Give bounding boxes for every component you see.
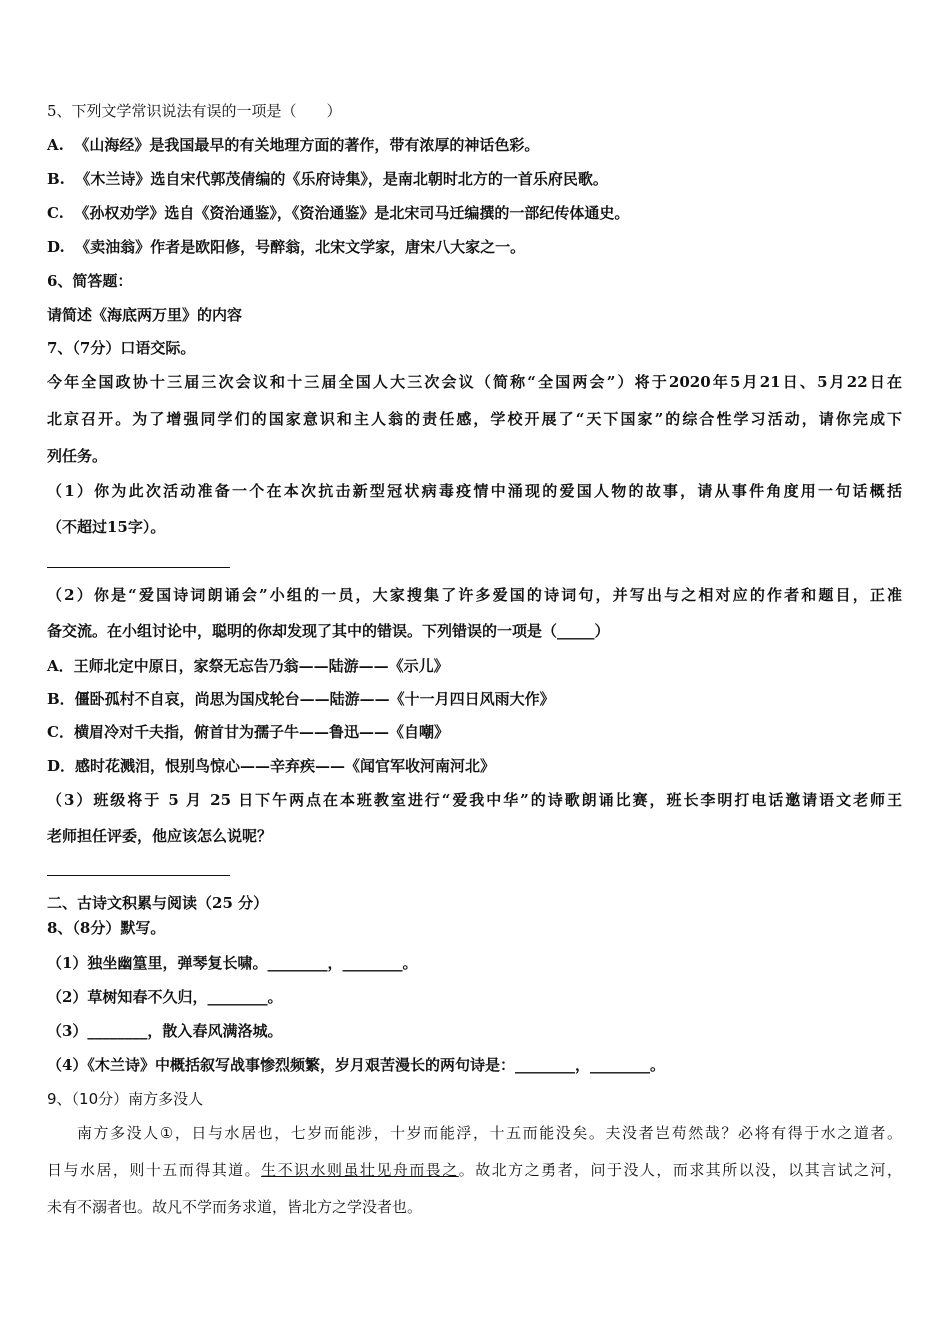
q5-option-a	[47, 135, 902, 155]
q8-item-2: （2）草树知春不久归，________。	[47, 988, 283, 1006]
option-key: C.	[47, 204, 64, 222]
q8-stem: 8、（8分）默写。	[47, 919, 166, 937]
q7-task2-option-a: A．王师北定中原日，家祭无忘告乃翁——陆游——《示儿》	[47, 657, 449, 675]
q8-item-3: （3）________，散入春风满洛城。	[47, 1022, 283, 1040]
option-key: B.	[47, 170, 65, 188]
q7-intro-line-2: 北京召开。为了增强同学们的国家意识和主人翁的责任感，学校开展了“天下国家”的综合性学习活动，请你完成下	[47, 410, 902, 428]
answer-line	[47, 875, 230, 876]
q9-passage-line-3: 未有不溺者也。故凡不学而务求道，皆北方之学没者也。	[47, 1198, 423, 1216]
option-text: 《孙权劝学》选自《资治通鉴》，《资治通鉴》是北宋司马迁编撰的一部纪传体通史。	[74, 204, 630, 222]
option-key: D.	[47, 238, 65, 256]
q7-task2-option-b: B．僵卧孤村不自哀，尚思为国戍轮台——陆游——《十一月四日风雨大作》	[47, 690, 555, 708]
q9-passage-line-2	[47, 1160, 902, 1180]
q7-stem: 7、（7分）口语交际。	[47, 339, 196, 357]
q5-option-b	[47, 169, 902, 189]
option-key: A.	[47, 136, 64, 154]
q6-stem: 6、简答题：	[47, 272, 133, 290]
q7-task2-line-2: 备交流。在小组讨论中，聪明的你却发现了其中的错误。下列错误的一项是（_____）	[47, 622, 610, 640]
q6-prompt: 请简述《海底两万里》的内容	[47, 306, 243, 324]
q7-intro-line-3: 列任务。	[47, 447, 108, 465]
q9-passage-line-1: 南方多没人①，日与水居也，七岁而能涉，十岁而能浮，十五而能没矣。夫没者岂苟然哉？必将有得于水之道者。	[77, 1124, 902, 1142]
passage-text: 日与水居，则十五而得其道。	[47, 1161, 262, 1179]
q7-task2-option-d: D．感时花溅泪，恨别鸟惊心——辛弃疾——《闻官军收河南河北》	[47, 757, 496, 775]
q7-task1-line-2: （不超过15字）。	[47, 518, 166, 536]
q5-option-d	[47, 237, 902, 257]
q7-task2-option-c: C．横眉冷对千夫指，俯首甘为孺子牛——鲁迅——《自嘲》	[47, 723, 449, 741]
q7-intro-line-1: 今年全国政协十三届三次会议和十三届全国人大三次会议（简称“全国两会”）将于2020年5月21日、5月22日在	[47, 373, 902, 391]
option-text: 《木兰诗》选自宋代郭茂倩编的《乐府诗集》，是南北朝时北方的一首乐府民歌。	[75, 170, 608, 188]
q8-item-4: （4）《木兰诗》中概括叙写战事惨烈频繁，岁月艰苦漫长的两句诗是：________，________。	[47, 1056, 665, 1074]
underlined-sentence: 生不识水则虽壮见舟而畏之	[261, 1161, 459, 1179]
section-2-title: 二、古诗文积累与阅读（25 分）	[47, 894, 269, 912]
q7-task1-line-1: （1）你为此次活动准备一个在本次抗击新型冠状病毒疫情中涌现的爱国人物的故事，请从事件角度用一句话概括	[47, 482, 902, 500]
q7-task3-line-1: （3）班级将于 5 月 25 日下午两点在本班教室进行“爱我中华”的诗歌朗诵比赛，班长李明打电话邀请语文老师王	[47, 791, 902, 809]
q7-task3-line-2: 老师担任评委，他应该怎么说呢？	[47, 827, 273, 845]
q5-stem: 5、下列文学常识说法有误的一项是（ ）	[47, 102, 342, 120]
q8-item-1: （1）独坐幽篁里，弹琴复长啸。________，________。	[47, 954, 418, 972]
q9-stem: 9、（10分）南方多没人	[47, 1090, 204, 1108]
answer-line	[47, 567, 230, 568]
option-text: 《山海经》是我国最早的有关地理方面的著作，带有浓厚的神话色彩。	[74, 136, 540, 154]
option-text: 《卖油翁》作者是欧阳修，号醉翁，北宋文学家，唐宋八大家之一。	[75, 238, 526, 256]
q7-task2-line-1: （2）你是“爱国诗词朗诵会”小组的一员，大家搜集了许多爱国的诗词句，并写出与之相对应的作者和题目，正准	[47, 586, 902, 604]
q5-option-c	[47, 203, 902, 223]
passage-text: 。故北方之勇者，问于没人，而求其所以没，以其言试之河，	[458, 1161, 902, 1179]
